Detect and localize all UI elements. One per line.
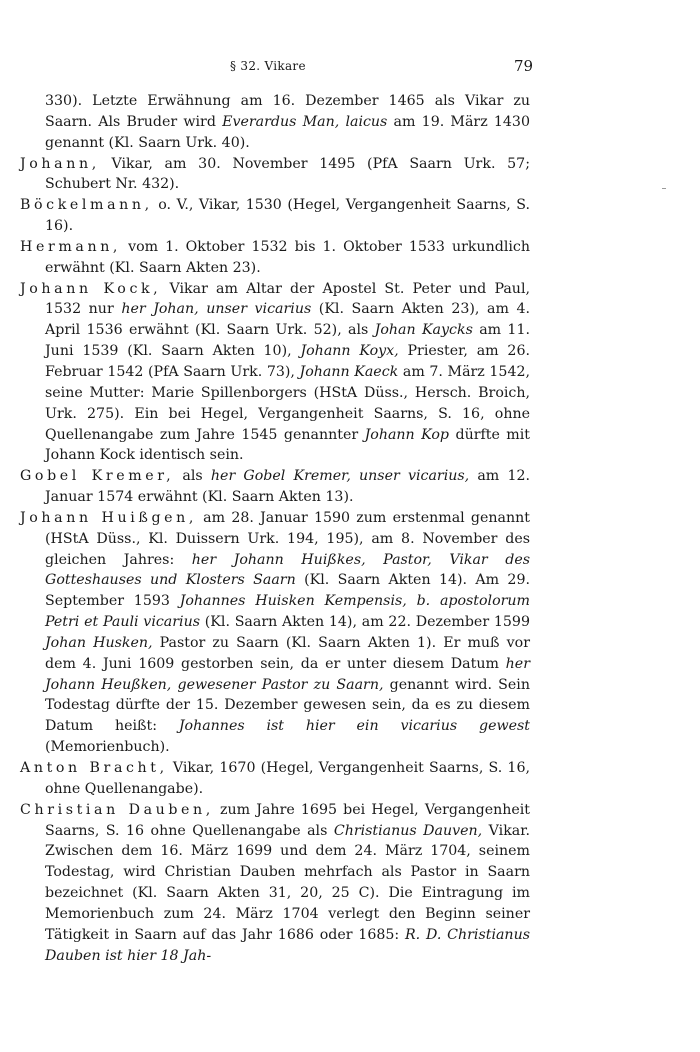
entry-text: zum Jahre 1695 bei Hegel, Vergangenheit Saarns, S. 16 ohne Quellenangabe als <box>45 801 531 839</box>
italic-citation: Johan Kaycks <box>374 322 473 339</box>
vicar-name: Gobel Kremer, <box>20 468 175 485</box>
entry-continuation <box>20 91 530 154</box>
vicar-entry <box>20 508 530 758</box>
italic-citation: Johann Koyx, <box>300 343 399 360</box>
italic-citation: her Gobel Kremer, unser vicarius, <box>210 468 470 485</box>
entry-text: (Kl. Saarn Akten 14). Am 29. September 1593 <box>45 572 530 610</box>
vicar-entry <box>20 279 530 467</box>
italic-citation: Christianus Dauven, <box>333 822 483 839</box>
margin-mark <box>662 188 666 189</box>
italic-citation: Everardus Man, laicus <box>222 113 388 130</box>
vicar-name: Christian Dauben, <box>20 801 214 818</box>
entry-text: als <box>174 468 211 485</box>
entry-text: (Memorienbuch). <box>45 739 170 756</box>
italic-citation: R. D. Christianus Dauben ist hier 18 Jah- <box>45 926 530 964</box>
vicar-entry <box>20 800 530 967</box>
entry-text: Vikar, am 30. November 1495 (PfA Saarn Urk. 57; Schubert Nr. 432). <box>45 155 530 193</box>
entry-text: am 12. Januar 1574 erwähnt (Kl. Saarn Akten 13). <box>45 468 531 506</box>
entry-text: Vikar. Zwischen dem 16. März 1699 und dem 24. März 1704, seinem Todestag, wird Christian Dauben mehrfach als Pastor in Saarn bezeichnet (Kl. Saarn Akten 31, 20, 25 C). Die Eintragung im Memorienbuch zum 24. März 1704 verlegt den Beginn seiner Tätigkeit in Saarn auf das Jahr 1686 oder 1685: <box>45 822 530 943</box>
entry-text: (Kl. Saarn Akten 23), am 4. April 1536 erwähnt (Kl. Saarn Urk. 52), als <box>45 301 531 339</box>
italic-citation: her Johann Heußken, gewesener Pastor zu Saarn, <box>45 655 530 693</box>
italic-citation: Johannes Huisken Kempensis, b. apostolorum Petri et Pauli vicarius <box>45 593 530 631</box>
entry-text: Priester, am 26. Februar 1542 (PfA Saarn Urk. 73), <box>45 343 530 380</box>
entry-text: am 28. Januar 1590 zum erstenmal genannt (HStA Düss., Kl. Duissern Urk. 194, 195), am 8. November des gleichen Jahres: <box>45 509 530 568</box>
vicar-name: Johann Huißgen, <box>20 509 197 526</box>
vicar-entry <box>20 154 530 196</box>
italic-citation: Johannes ist hier ein vicarius gewest <box>178 718 530 735</box>
vicar-name: Anton Bracht, <box>20 760 168 776</box>
entry-text: dürfte mit Johann Kock identisch sein. <box>45 426 530 464</box>
italic-citation: Johann Kop <box>364 426 450 443</box>
running-head <box>0 59 700 79</box>
vicar-name: Böckelmann, <box>20 197 153 214</box>
vicar-name: Johann, <box>20 155 100 172</box>
vicar-entry <box>20 237 530 279</box>
italic-citation: Johan Husken, <box>45 634 153 651</box>
vicar-name: Hermann, <box>20 238 122 255</box>
entry-text: 330). Letzte Erwähnung am 16. Dezember 1465 als Vikar zu Saarn. Als Bruder wird <box>45 93 530 130</box>
italic-citation: Johann Kaeck <box>299 363 399 380</box>
vicar-name: Johann Kock, <box>20 280 162 297</box>
entry-text: Vikar am Altar der Apostel St. Peter und Paul, 1532 nur <box>45 280 530 318</box>
vicar-list <box>20 91 530 966</box>
entry-text: Vikar, 1670 (Hegel, Vergangenheit Saarns, S. 16, ohne Quellenangabe). <box>45 760 530 797</box>
vicar-entry <box>20 758 530 800</box>
vicar-entry <box>20 195 530 237</box>
entry-text: Pastor zu Saarn (Kl. Saarn Akten 1). Er muß vor dem 4. Juni 1609 gestorben sein, da er unter diesem Datum <box>45 634 530 672</box>
entry-text: vom 1. Oktober 1532 bis 1. Oktober 1533 urkundlich erwähnt (Kl. Saarn Akten 23). <box>45 238 530 276</box>
italic-citation: her Johann Huißkes, Pastor, Vikar des Gotteshauses und Klosters Saarn <box>45 551 530 589</box>
page-number: 79 <box>514 57 534 75</box>
entry-text: am 7. März 1542, seine Mutter: Marie Spillenborgers (HStA Düss., Hersch. Broich, Urk. 275). Ein bei Hegel, Vergangenheit Saarns, S. 16, ohne Quellenangabe zum Jahre 1545 genannter <box>45 363 531 443</box>
entry-text: (Kl. Saarn Akten 14), am 22. Dezember 1599 <box>200 614 530 631</box>
entry-text: o. V., Vikar, 1530 (Hegel, Vergangenheit Saarns, S. 16). <box>45 197 530 235</box>
entry-text: am 11. Juni 1539 (Kl. Saarn Akten 10), <box>45 322 530 360</box>
entry-text: am 19. März 1430 genannt (Kl. Saarn Urk. 40). <box>45 113 530 151</box>
vicar-entry <box>20 466 530 508</box>
section-title: § 32. Vikare <box>230 59 306 73</box>
italic-citation: her Johan, unser vicarius <box>121 301 312 318</box>
entry-text: genannt wird. Sein Todestag dürfte der 15. Dezember gewesen sein, da es zu diesem Datum heißt: <box>45 676 530 735</box>
